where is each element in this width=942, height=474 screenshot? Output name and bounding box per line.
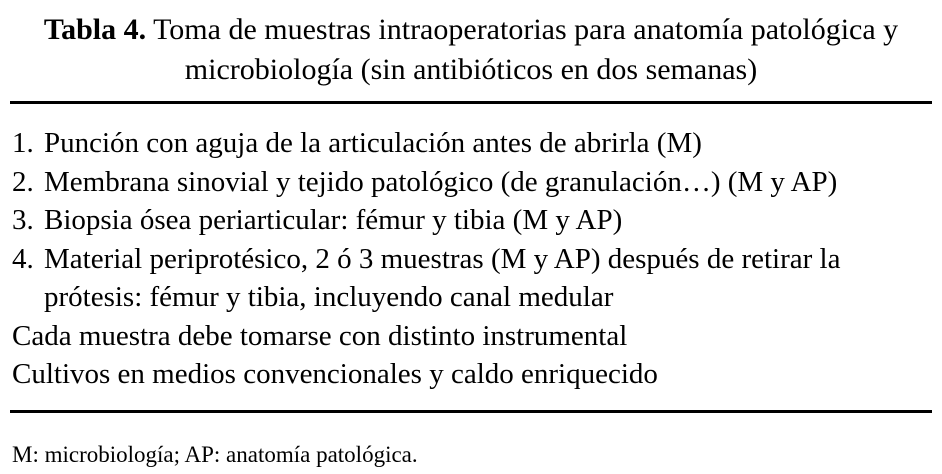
item-number: 3. bbox=[12, 204, 34, 236]
note-line: Cultivos en medios convencionales y caldo enriquecido bbox=[12, 358, 658, 390]
item-text: Membrana sinovial y tejido patológico (de granulación…) (M y AP) bbox=[44, 165, 838, 198]
table-title-line-1: Toma de muestras intraoperatorias para anatomía patológica y bbox=[153, 13, 899, 46]
item-text: Material periprotésico, 2 ó 3 muestras (M y AP) después de retirar la prótesis: fémur y tibia, incluyendo canal medular bbox=[44, 242, 841, 313]
table-title-line-2: microbiología (sin antibióticos en dos semanas) bbox=[184, 53, 758, 86]
top-rule bbox=[10, 101, 932, 104]
note-line: Cada muestra debe tomarse con distinto instrumental bbox=[12, 319, 628, 352]
list-item bbox=[12, 240, 932, 317]
item-number: 1. bbox=[12, 127, 34, 159]
bottom-rule bbox=[10, 410, 932, 413]
table-body bbox=[12, 124, 932, 394]
item-text: Biopsia ósea periarticular: fémur y tibia (M y AP) bbox=[44, 204, 623, 236]
table-caption bbox=[0, 10, 942, 90]
item-number: 2. bbox=[12, 165, 34, 198]
table-label: Tabla 4. bbox=[43, 13, 147, 46]
list-item bbox=[12, 124, 932, 163]
list-item bbox=[12, 201, 932, 240]
item-text: Punción con aguja de la articulación antes de abrirla (M) bbox=[44, 127, 702, 159]
caption-line-1 bbox=[0, 10, 942, 50]
item-number: 4. bbox=[12, 242, 34, 275]
footnote: M: microbiología; AP: anatomía patológica. bbox=[12, 442, 418, 467]
list-item bbox=[12, 163, 932, 202]
